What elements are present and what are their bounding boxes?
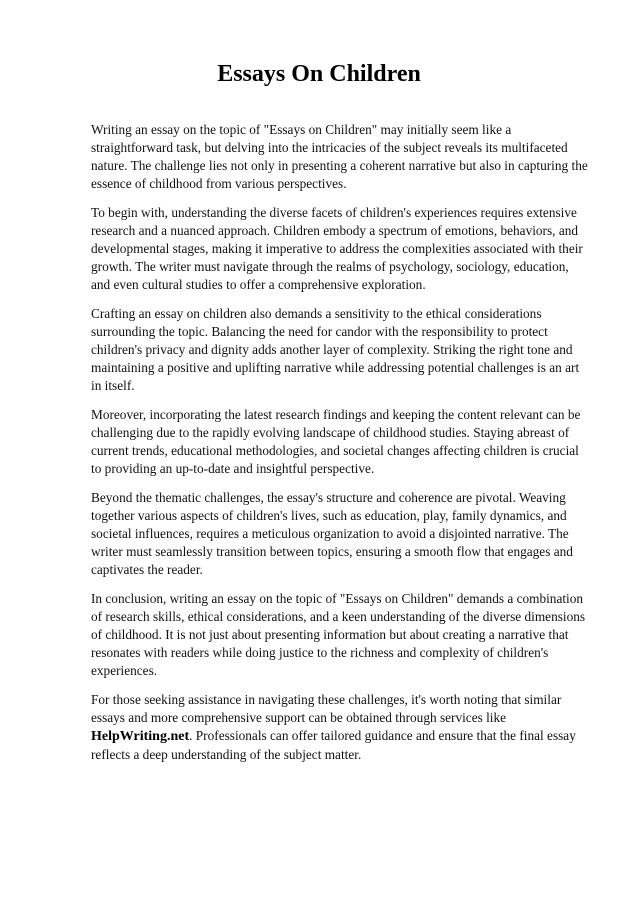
final-paragraph xyxy=(91,691,589,764)
service-brand-name: HelpWriting.net xyxy=(91,729,190,744)
essay-body xyxy=(91,121,589,775)
paragraph: Beyond the thematic challenges, the essay's structure and coherence are pivotal. Weaving together various aspects of children's lives, such as education, play, family dynamics, and societal influences, requires a meticulous organization to avoid a disjointed narrative. The writer must seamlessly transition between topics, ensuring a smooth flow that engages and captivates the reader. xyxy=(91,490,573,577)
paragraph: Writing an essay on the topic of "Essays on Children" may initially seem like a straightforward task, but delving into the intricacies of the subject reveals its multifaceted nature. The challenge lies not only in presenting a coherent narrative but also in capturing the essence of childhood from various perspectives. xyxy=(91,122,588,191)
document-title: Essays On Children xyxy=(217,61,421,87)
paragraph: Crafting an essay on children also demands a sensitivity to the ethical considerations surrounding the topic. Balancing the need for candor with the responsibility to protect children's privacy and dignity adds another layer of complexity. Striking the right tone and maintaining a positive and uplifting narrative while addressing potential challenges is an art in itself. xyxy=(91,306,580,393)
paragraph: In conclusion, writing an essay on the topic of "Essays on Children" demands a combination of research skills, ethical considerations, and a keen understanding of the diverse dimensions of childhood. It is not just about presenting information but about creating a narrative that resonates with readers while doing justice to the richness and complexity of children's experiences. xyxy=(91,591,586,678)
paragraph: To begin with, understanding the diverse facets of children's experiences requires extensive research and a nuanced approach. Children embody a spectrum of emotions, behaviors, and developmental stages, making it imperative to address the complexities associated with their growth. The writer must navigate through the realms of psychology, sociology, education, and even cultural studies to offer a comprehensive exploration. xyxy=(91,205,583,292)
final-paragraph-tail: . Professionals can offer tailored guidance and ensure that the final essay reflects a deep understanding of the subject matter. xyxy=(91,728,576,762)
final-paragraph-lead: For those seeking assistance in navigating these challenges, it's worth noting that similar essays and more comprehensive support can be obtained through services like xyxy=(91,692,562,725)
paragraph: Moreover, incorporating the latest research findings and keeping the content relevant can be challenging due to the rapidly evolving landscape of childhood studies. Staying abreast of current trends, educational methodologies, and societal changes affecting children is crucial to providing an up-to-date and insightful perspective. xyxy=(91,407,581,476)
